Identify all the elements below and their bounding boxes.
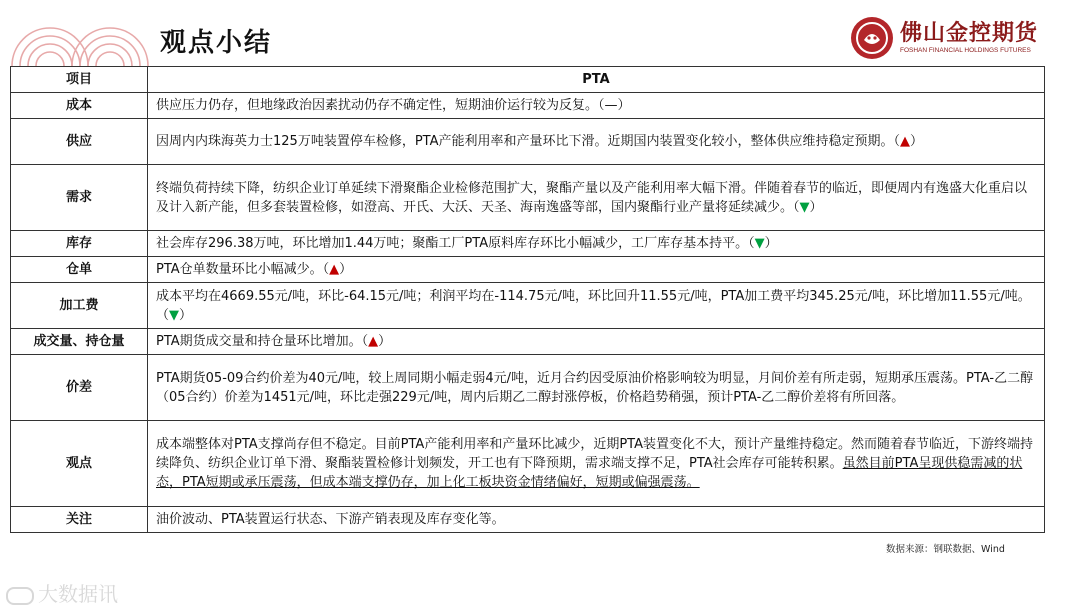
row-content: 终端负荷持续下降，纺织企业订单延续下滑聚酯企业检修范围扩大，聚酯产量以及产能利用率大幅下滑。伴随着春节的临近，即便周内有逸盛大化重启以及计入新产能，但多套装置检修，如澄高、开氏、大沃、天圣、海南逸盛等部，国内聚酯行业产量将延续减少。（ [156,180,1028,215]
company-logo [850,14,1060,64]
row-content: 成本端整体对PTA支撑尚存但不稳定。目前PTA产能利用率和产量环比减少，近期PTA装置变化不大，预计产量维持稳定。然而随着春节临近，下游终端持续降负、纺织企业订单下滑、聚酯装置检修计划频发，开工也有下降预期，需求端支撑不足，PTA社会库存可能转积累。 [156,437,1033,471]
trend-down-icon: ▼ [754,236,765,251]
table-row [11,119,1045,165]
trend-up-icon: ▲ [899,134,910,149]
row-text [148,231,1045,257]
row-content: 成本平均在4669.55元/吨，环比-64.15元/吨；利润平均在-114.75元/吨，环比回升11.55元/吨，PTA加工费平均345.25元/吨，环比增加11.55元/吨。 （ [156,288,1048,323]
row-underlined-conclusion: 虽然目前PTA呈现供稳需减的状态，PTA短期或承压震荡，但成本端支撑仍存，加上化工板块资金情绪偏好，短期或偏强震荡。 [156,456,1023,490]
watermark-text: 大数据讯 [38,582,118,606]
table-row [11,283,1045,329]
summary-table [10,66,1048,533]
trend-up-icon: ▲ [329,262,340,277]
row-content: PTA仓单数量环比小幅减少。（ [156,262,330,277]
row-tail: ） [909,134,923,149]
row-tail: ） [179,307,193,323]
row-label: 仓单 [11,257,148,283]
logo-chinese-name: 佛山金控期货 [900,20,1039,46]
row-tail: ） [339,262,353,277]
table-row [11,93,1045,119]
logo-english-name: FOSHAN FINANCIAL HOLDINGS FUTURES [900,47,1031,54]
row-text [148,257,1045,283]
table-header-row [11,67,1045,93]
header-item: 项目 [11,67,148,93]
row-tail: ） [809,199,823,215]
table-row [11,231,1045,257]
row-text [148,421,1045,507]
lion-logo-icon [850,16,894,60]
row-content: 因周内内珠海英力士125万吨装置停车检修，PTA产能利用率和产量环比下滑。近期国内装置变化较小，整体供应维持稳定预期。（ [156,134,900,149]
header-product: PTA [148,67,1045,93]
row-label: 库存 [11,231,148,257]
row-content: 供应压力仍存，但地缘政治因素扰动仍存不确定性，短期油价运行较为反复。（—） [156,98,631,113]
row-text [148,93,1045,119]
table-row [11,421,1045,507]
row-text [148,507,1045,533]
trend-down-icon: ▼ [169,307,180,323]
row-text [148,355,1045,421]
row-label: 成交量、持仓量 [11,329,148,355]
decorative-arcs [0,0,160,66]
trend-down-icon: ▼ [799,199,810,215]
watermark [6,578,118,607]
row-label: 供应 [11,119,148,165]
row-label: 成本 [11,93,148,119]
row-content: 油价波动、PTA装置运行状态、下游产销表现及库存变化等。 [156,512,505,527]
watermark-icon [6,587,34,605]
row-text [148,283,1048,329]
row-label: 需求 [11,165,148,231]
data-source: 数据来源：钢联数据、Wind [886,544,1005,555]
row-label: 价差 [11,355,148,421]
row-label: 关注 [11,507,148,533]
row-text [148,119,1045,165]
table-row [11,507,1045,533]
row-tail: ） [378,334,392,349]
table-row [11,165,1045,231]
trend-up-icon: ▲ [368,334,379,349]
row-label: 观点 [11,421,148,507]
row-text [148,329,1045,355]
row-label: 加工费 [11,283,148,329]
row-content: PTA期货05-09合约价差为40元/吨，较上周同期小幅走弱4元/吨，近月合约因受原油价格影响较为明显，月间价差有所走弱，短期承压震荡。PTA-乙二醇（05合约）价差为1451元/吨，环比走强229元/吨，周内后期乙二醇封涨停板，价格趋势稍强，预计PTA-乙二醇价差将有所回落。 [156,370,1034,405]
table-row [11,329,1045,355]
row-tail: ） [764,236,778,251]
row-content: PTA期货成交量和持仓量环比增加。（ [156,334,369,349]
row-content: 社会库存296.38万吨，环比增加1.44万吨；聚酯工厂PTA原料库存环比小幅减少，工厂库存基本持平。（ [156,236,755,251]
table-row [11,355,1045,421]
table-row [11,257,1045,283]
page-title: 观点小结 [160,28,273,58]
row-text [148,165,1045,231]
